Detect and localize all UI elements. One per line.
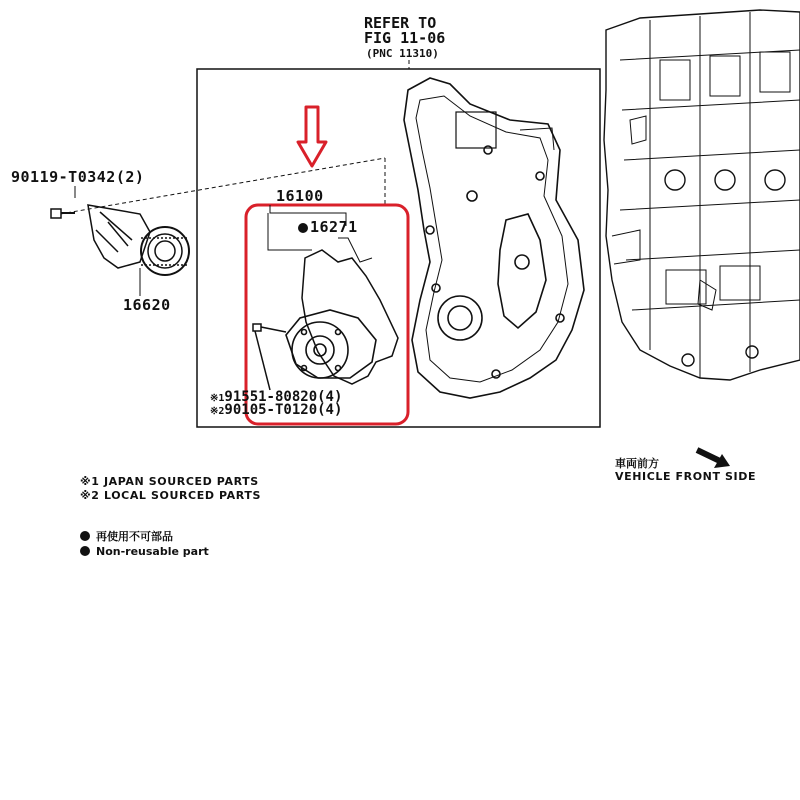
legend-non-reusable-en — [80, 546, 209, 557]
non-reusable-dot-icon — [298, 223, 308, 233]
legend-jp-text: 再使用不可部品 — [96, 530, 173, 543]
legend-dot-icon-2 — [80, 546, 90, 556]
water-pump-icon — [286, 310, 376, 378]
part-number-bolt-local — [210, 403, 342, 417]
pump-bolt-icon — [253, 324, 286, 390]
refer-to-label: REFER TO — [364, 14, 437, 32]
local-mark: ※2 — [210, 406, 225, 417]
vehicle-front-jp: 車両前方 — [615, 457, 659, 470]
tensioner-icon — [88, 205, 189, 296]
gasket-number-text: 16271 — [310, 218, 358, 236]
japan-mark: ※1 — [210, 393, 225, 404]
refer-fig-label: FIG 11-06 — [364, 29, 446, 47]
legend-dot-icon — [80, 531, 90, 541]
vehicle-front-arrow-icon — [697, 450, 730, 468]
note-japan-sourced: ※1 JAPAN SOURCED PARTS — [80, 475, 259, 488]
note-local-sourced: ※2 LOCAL SOURCED PARTS — [80, 489, 261, 502]
refer-pnc-label: (PNC 11310) — [366, 47, 439, 60]
vehicle-front-en: VEHICLE FRONT SIDE — [615, 470, 757, 483]
timing-cover-icon — [404, 78, 584, 398]
legend-non-reusable-jp — [80, 531, 173, 542]
part-number-bolt-tensioner: 90119-T0342(2) — [11, 168, 145, 186]
part-number-gasket — [298, 220, 358, 235]
bolt-icon — [51, 209, 75, 218]
bolt-local-text: 90105-T0120(4) — [224, 402, 343, 418]
part-number-water-pump: 16100 — [276, 187, 324, 205]
legend-en-text: Non-reusable part — [96, 545, 209, 558]
engine-block-icon — [604, 10, 800, 380]
down-arrow-icon — [298, 107, 326, 166]
part-number-tensioner: 16620 — [123, 296, 171, 314]
bolt-japan-text: 91551-80820(4) — [224, 389, 343, 405]
